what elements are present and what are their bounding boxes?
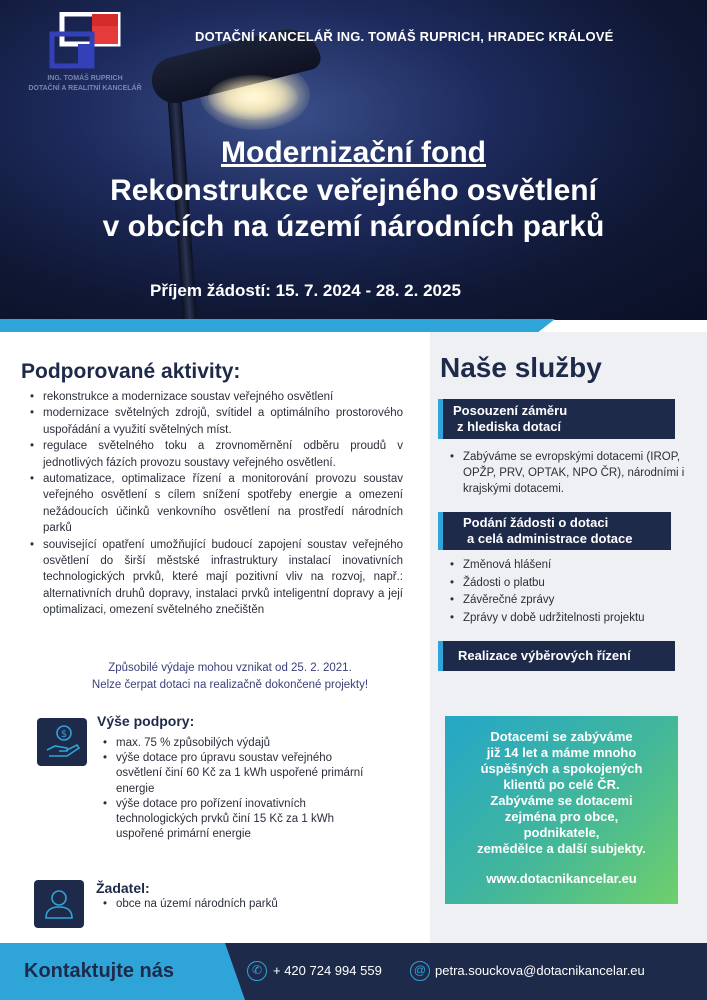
program-title-line-1: Rekonstrukce veřejného osvětlení <box>110 174 597 207</box>
list-item: • Závěrečné zprávy <box>447 592 697 610</box>
list-item: • Zprávy v době udržitelnosti projektu <box>447 610 697 628</box>
tag-line: a celá administrace dotace <box>467 531 633 546</box>
person-icon <box>34 880 84 928</box>
promo-line: klientů po celé ČR. <box>503 777 620 792</box>
fund-title: Modernizační fond <box>221 136 486 169</box>
email-icon: @ <box>410 961 430 981</box>
list-item: • výše dotace pro úpravu soustav veřejného osvětlení činí 60 Kč za 1 kWh uspořené primární energie <box>100 751 380 797</box>
service-tag-assessment <box>438 399 675 439</box>
phone-number[interactable]: + 420 724 994 559 <box>273 963 382 978</box>
list-item: • automatizace, optimalizace řízení a monitorování provozu soustav veřejného osvětlení s cílem snížení spotřeby energie a omezení nežádoucích účinků venkovního osvětlení na prostředí národních parků <box>27 471 403 537</box>
email-address[interactable]: petra.souckova@dotacnikancelar.eu <box>435 963 645 978</box>
tag-line: Posouzení záměru <box>453 403 568 418</box>
tag-line: Podání žádosti o dotaci <box>463 515 609 530</box>
logo-caption-line-1: ING. TOMÁŠ RUPRICH <box>47 75 123 82</box>
services-list-2 <box>447 557 697 627</box>
lamp-light <box>208 75 298 120</box>
list-item: • max. 75 % způsobilých výdajů <box>100 736 380 751</box>
program-title-line-2: v obcích na území národních parků <box>102 210 605 243</box>
note-line-1: Způsobilé výdaje mohou vznikat od 25. 2. 2021. <box>108 662 352 674</box>
service-tag-application <box>438 512 671 550</box>
list-item: • Žádosti o platbu <box>447 575 697 593</box>
svg-text:$: $ <box>60 729 68 740</box>
office-name: DOTAČNÍ KANCELÁŘ ING. TOMÁŠ RUPRICH, HRADEC KRÁLOVÉ <box>195 29 614 44</box>
list-item: • Změnová hlášení <box>447 557 697 575</box>
list-item: • Zabýváme se evropskými dotacemi (IROP, OPŽP, PRV, OPTAK, NPO ČR), národními i krajskými dotacemi. <box>447 449 687 497</box>
activities-heading: Podporované aktivity: <box>21 360 241 383</box>
promo-line: zejména pro obce, <box>504 809 619 824</box>
promo-line: zemědělce a další subjekty. <box>477 841 646 856</box>
support-list <box>100 736 380 842</box>
logo-caption-line-2: DOTAČNÍ A REALITNÍ KANCELÁŘ <box>28 85 142 92</box>
activities-list <box>27 389 403 619</box>
services-list-1 <box>447 449 687 497</box>
list-item: • modernizace světelných zdrojů, svítidel a optimálního prostorového uspořádání a využití světelných míst. <box>27 405 403 438</box>
services-heading: Naše služby <box>440 352 602 383</box>
support-heading: Výše podpory: <box>97 713 195 729</box>
list-item: • výše dotace pro pořízení inovativních technologických prvků činí 15 Kč za 1 kWh uspořené primární energie <box>100 797 380 843</box>
tag-line: z hlediska dotací <box>457 419 562 434</box>
list-item: • rekonstrukce a modernizace soustav veřejného osvětlení <box>27 389 403 405</box>
program-title <box>0 173 707 245</box>
promo-line: Dotacemi se zabýváme <box>490 729 633 744</box>
list-item: • obce na území národních parků <box>100 897 380 912</box>
list-item: • regulace světelného toku a zrovnoměrnění odběru proudů v jednotlivých fázích provozu soustavy veřejného osvětlení. <box>27 438 403 471</box>
company-logo <box>48 12 122 70</box>
applicant-list <box>100 897 380 912</box>
eligibility-note <box>30 660 430 694</box>
promo-line: podnikatele, <box>523 825 600 840</box>
website-link[interactable]: www.dotacnikancelar.eu <box>486 871 637 886</box>
list-item: • související opatření umožňující budoucí zapojení soustav veřejného osvětlení do širší městské infrastruktury instalací inovativních technologických prvků, které mají pozitivní vliv na rozvoj, např.: alternativních druhů dopravy, instalaci prvků inteligentní dopravy a její optimalizaci, omezení světelného znečištěn <box>27 537 403 619</box>
contact-heading: Kontaktujte nás <box>24 960 175 982</box>
promo-line: Zabýváme se dotacemi <box>490 793 633 808</box>
applicant-heading: Žadatel: <box>96 880 150 896</box>
logo-caption <box>10 74 160 94</box>
accent-strip <box>0 319 555 332</box>
promo-line: již 14 let a máme mnoho <box>486 745 637 760</box>
promo-box <box>445 716 678 904</box>
application-dates: Příjem žádostí: 15. 7. 2024 - 28. 2. 2025 <box>150 281 461 300</box>
phone-icon: ✆ <box>247 961 267 981</box>
money-hand-icon <box>37 718 87 766</box>
service-tag-tenders: Realizace výběrových řízení <box>438 641 675 671</box>
promo-line: úspěšných a spokojených <box>480 761 643 776</box>
note-line-2: Nelze čerpat dotaci na realizačně dokončené projekty! <box>91 679 369 691</box>
